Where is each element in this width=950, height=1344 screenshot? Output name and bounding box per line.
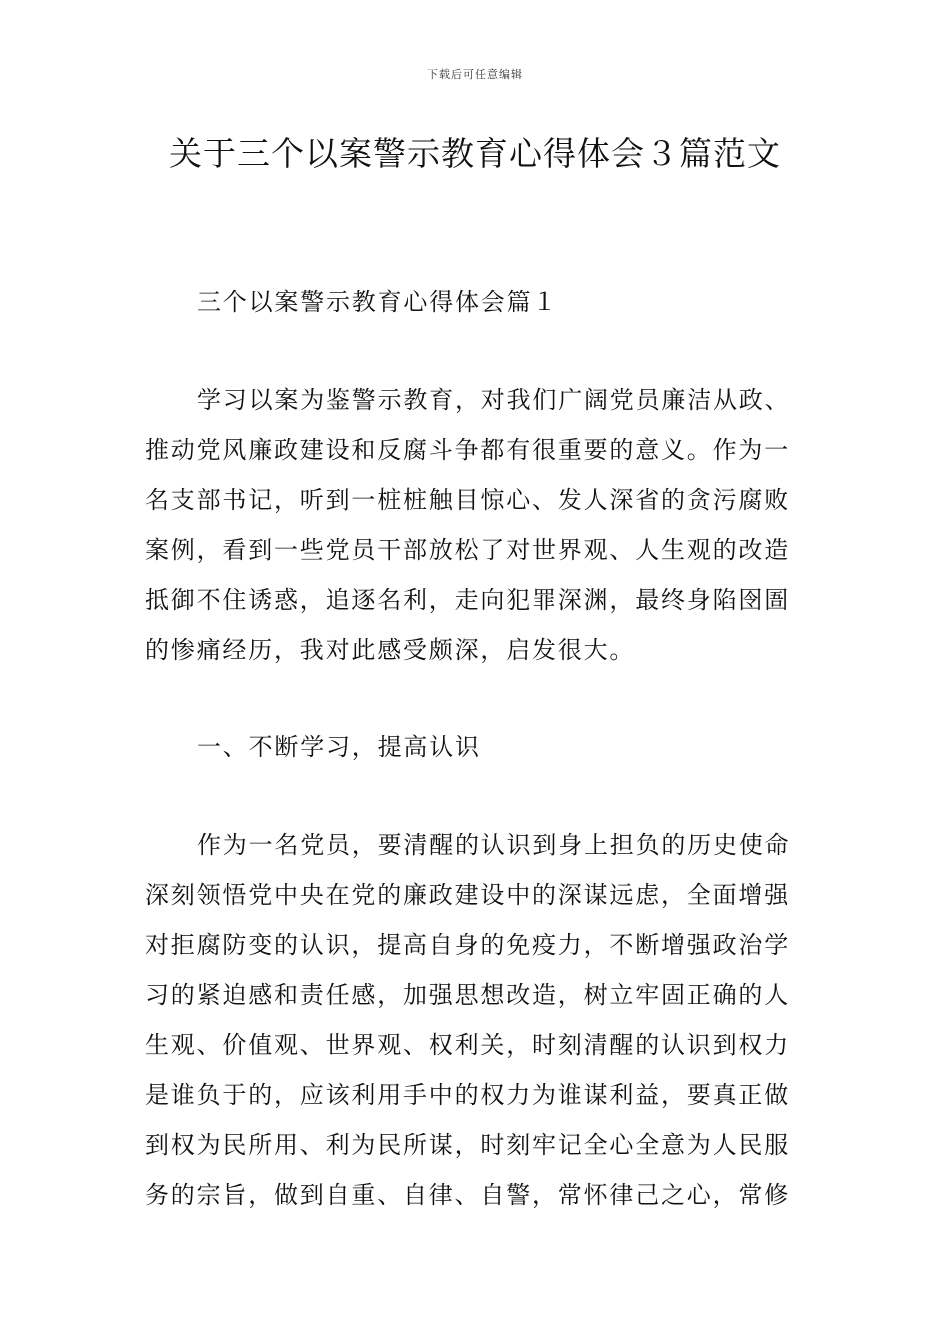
subheading-block (145, 722, 815, 772)
paragraph-line: 生观、价值观、世界观、权利关，时刻清醒的认识到权力 (145, 1031, 790, 1059)
paragraph-line: 对拒腐防变的认识，提高自身的免疫力，不断增强政治学 (145, 931, 790, 959)
paragraph-2 (145, 820, 815, 1220)
section-heading-block (145, 277, 815, 327)
paragraph-line: 名支部书记，听到一桩桩触目惊心、发人深省的贪污腐败 (145, 486, 790, 514)
paragraph-line: 到权为民所用、利为民所谋，时刻牢记全心全意为人民服 (145, 1131, 790, 1159)
paragraph-line: 务的宗旨，做到自重、自律、自警，常怀律己之心，常修 (145, 1181, 790, 1209)
subheading: 一、不断学习，提高认识 (197, 733, 481, 761)
section-heading: 三个以案警示教育心得体会篇１ (197, 288, 559, 316)
paragraph-line: 推动党风廉政建设和反腐斗争都有很重要的意义。作为一 (145, 436, 790, 464)
header-note: 下载后可任意编辑 (427, 68, 523, 81)
paragraph-line: 深刻领悟党中央在党的廉政建设中的深谋远虑，全面增强 (145, 881, 790, 909)
paragraph-line: 作为一名党员，要清醒的认识到身上担负的历史使命 (197, 831, 791, 859)
paragraph-line: 学习以案为鉴警示教育，对我们广阔党员廉洁从政、 (197, 386, 791, 414)
paragraph-line: 的惨痛经历，我对此感受颇深，启发很大。 (145, 636, 636, 664)
paragraph-line: 是谁负于的，应该利用手中的权力为谁谋利益，要真正做 (145, 1081, 790, 1109)
paragraph-1 (145, 375, 815, 675)
paragraph-line: 习的紧迫感和责任感，加强思想改造，树立牢固正确的人 (145, 981, 790, 1009)
document-title: 关于三个以案警示教育心得体会３篇范文 (169, 134, 781, 173)
paragraph-line: 案例，看到一些党员干部放松了对世界观、人生观的改造 (145, 536, 790, 564)
paragraph-line: 抵御不住诱惑，追逐名利，走向犯罪深渊，最终身陷囹圄 (145, 586, 790, 614)
